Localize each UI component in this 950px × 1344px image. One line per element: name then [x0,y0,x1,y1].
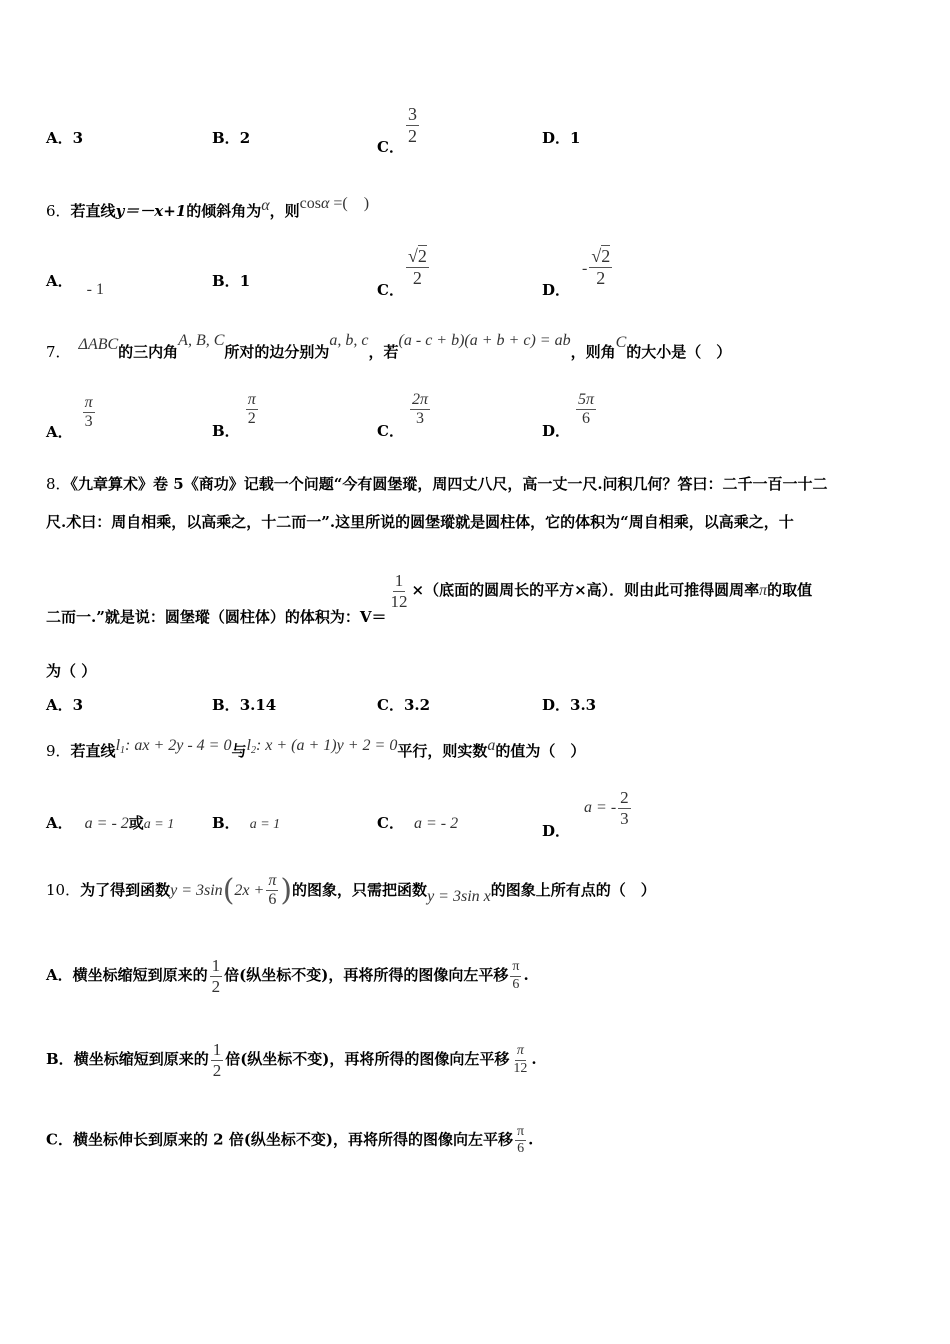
q7-option-c: C． $\frac{2\pi}{3}$ [377,391,428,440]
q5-option-c: C． $\frac{3}{2}$ [377,104,417,157]
q8-option-a: A．3 [46,696,84,714]
q7-option-a: A． $\frac{\pi}{3}$ [46,394,93,441]
question-8-line-3: 二而一.”就是说：圆堡瑽（圆柱体）的体积为：V＝ $\frac{1}{12}$ ×（底面的圆周长的平方×高）．则由此可推得圆周率π的取值 [46,571,813,627]
q5-option-a: A．3 [46,129,84,147]
q8-option-b: B．3.14 [212,696,277,714]
q9-option-c: C． a = - 2 [377,814,459,832]
q5-option-d: D．1 [542,129,581,147]
question-8-line-2: 尺.术曰：周自相乘，以高乘之，十二而一”.这里所说的圆堡瑽就是圆柱体，它的体积为“周自相乘，以高乘之，十 [46,513,794,531]
question-9-stem: 9．若直线$l_1$: ax + 2y - 4 = 0与$l_2$: x + (a + 1)y + 2 = 0平行，则实数a的值为（ ） [46,737,586,760]
question-8-line-4: 为（ ） [46,662,97,680]
q5-option-b: B．2 [212,129,251,147]
q6-option-d: D．- $\frac{√2}{2}$ [542,246,611,300]
q8-option-d: D．3.3 [542,696,597,714]
q10-option-c: C．横坐标伸长到原来的 2 倍(纵坐标不变)，再将所得的图像向左平移 $\frac{\pi}{6}$ . [46,1124,534,1157]
q10-option-a: A．横坐标缩短到原来的 $\frac{1}{2}$ 倍(纵坐标不变)，再将所得的图像向左平移 $\frac{\pi}{6}$ . [46,956,529,996]
q6-option-a: A． - 1 [46,272,104,298]
question-10-stem: 10．为了得到函数y = 3sin(2x + $\frac{\pi}{6}$ )的图象，只需把函数y = 3sin x的图象上所有点的（ ） [46,872,656,909]
q9-option-d: D．a = - $\frac{2}{3}$ [542,788,629,841]
question-6-stem: 6．若直线y＝－x+1的倾斜角为α，则cosα =( ) [46,195,370,220]
q8-option-c: C．3.2 [377,696,431,714]
question-7-stem: 7． ΔABC的三内角A, B, C所对的边分别为a, b, c，若(a - c + b)(a + b + c) = ab，则角C的大小是（ ） [46,332,732,361]
q7-option-b: B． $\frac{\pi}{2}$ [212,391,256,440]
q7-option-d: D． $\frac{5\pi}{6}$ [542,391,595,440]
q6-option-c: C． $\frac{√2}{2}$ [377,246,427,300]
q10-option-b: B．横坐标缩短到原来的 $\frac{1}{2}$ 倍(纵坐标不变)，再将所得的图像向左平移 $\frac{\pi}{12}$ . [46,1040,537,1080]
q9-option-a: A． a = - 2或a = 1 [46,814,175,832]
q9-option-b: B． a = 1 [212,814,281,832]
question-8-line-1: 8．《九章算术》卷 5《商功》记载一个问题“今有圆堡瑽，周四丈八尺，高一丈一尺.问积几何？答曰：二千一百一十二 [46,475,828,493]
q6-option-b: B．1 [212,272,251,290]
